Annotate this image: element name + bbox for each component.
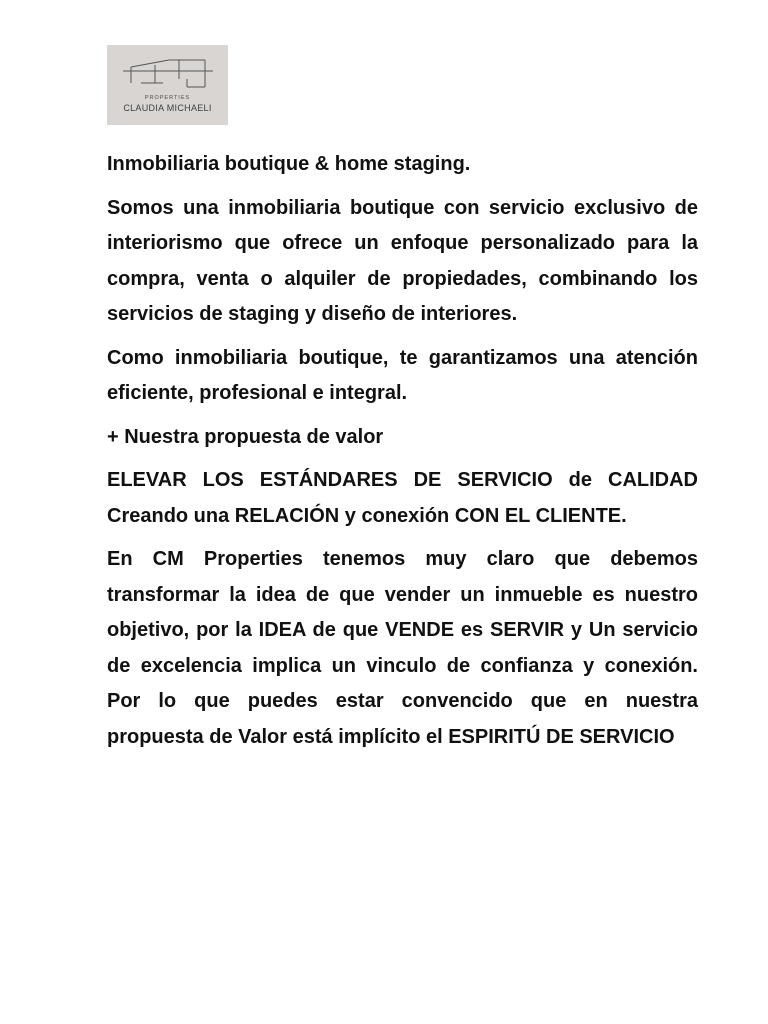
company-logo (107, 45, 228, 125)
paragraph-value-proposition-title: + Nuestra propuesta de valor (107, 425, 384, 448)
paragraph-guarantee: Como inmobiliaria boutique, te garantizamos una atención eficiente, profesional e integral. (107, 346, 698, 404)
paragraph-standards: ELEVAR LOS ESTÁNDARES DE SERVICIO de CALIDAD Creando una RELACIÓN y conexión CON EL CLIENTE. (107, 469, 698, 527)
paragraph-intro: Somos una inmobiliaria boutique con servicio exclusivo de interiorismo que ofrece un enfoque personalizado para la compra, venta o alquiler de propiedades, combinando los servicios de staging y diseño de interiores. (107, 196, 698, 325)
house-outline-icon (121, 55, 215, 91)
paragraph-service-spirit: En CM Properties tenemos muy claro que debemos transformar la idea de que vender un inmueble es nuestro objetivo, por la IDEA de que VENDE es SERVIR y Un servicio de excelencia implica un vinculo de confianza y conexión. Por lo que puedes estar convencido que en nuestra propuesta de Valor está implícito el ESPIRITÚ DE SERVICIO (107, 548, 698, 748)
paragraph-heading: Inmobiliaria boutique & home staging. (107, 153, 471, 175)
logo-subtitle: PROPERTIES (144, 95, 191, 101)
logo-name: CLAUDIA MICHAELI (123, 103, 212, 113)
